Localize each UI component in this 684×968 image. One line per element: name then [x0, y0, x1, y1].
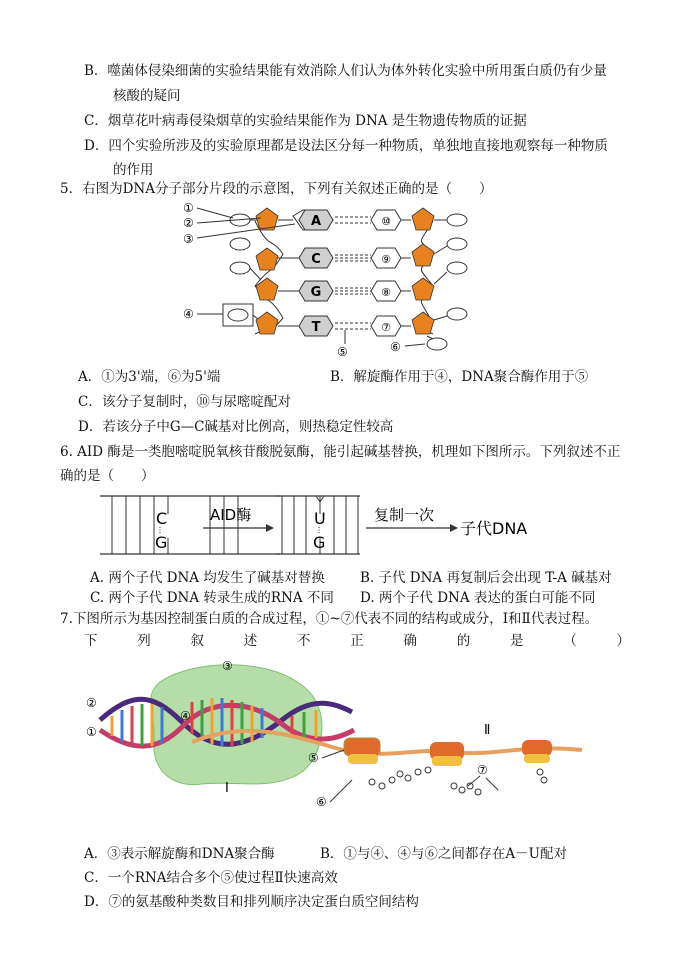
process-i-label: Ⅰ [225, 781, 229, 796]
dna-row-1 [230, 208, 467, 230]
q5-option-b: B．解旋酶作用于④，DNA聚合酶作用于⑤ [330, 369, 589, 385]
q4-option-d-line2: 的作用 [113, 162, 154, 178]
dna-row-2 [230, 238, 467, 270]
process-ii-label: Ⅱ [484, 723, 491, 738]
replicate-once-label: 复制一次 [374, 506, 435, 524]
aid-base-g2: G [313, 533, 326, 552]
q5-option-a: A．①为3'端，⑥为5'端 [78, 369, 221, 385]
q6-option-b: B. 子代 DNA 再复制后会出现 T-A 碱基对 [360, 570, 612, 586]
ribosome-1 [344, 738, 431, 789]
fig-label-7: ⑦ [477, 763, 488, 777]
q6-option-c: C. 两个子代 DNA 转录生成的RNA 不同 [90, 590, 334, 606]
label-2: ② [183, 216, 194, 230]
stem-char: 述 [243, 633, 258, 649]
aid-base-u: U [314, 509, 326, 528]
base-c: C [311, 252, 321, 267]
q5-dna-figure [175, 196, 475, 361]
fig-label-3: ③ [222, 659, 233, 673]
label-4: ④ [183, 307, 194, 321]
stem-char: 列 [137, 633, 151, 649]
aid-enzyme-label: AID酶 [210, 506, 252, 524]
q7-stem-line2 [84, 632, 630, 650]
label-8: ⑧ [381, 286, 391, 299]
q7-option-d: D．⑦的氨基酸种类数目和排列顺序决定蛋白质空间结构 [84, 894, 419, 910]
label-7: ⑦ [381, 321, 391, 334]
q7-stem-line1: 7.下图所示为基因控制蛋白质的合成过程，①~⑦代表不同的结构或成分，Ⅰ和Ⅱ代表过程。 [60, 611, 599, 627]
q5-stem: 5．右图为DNA分子部分片段的示意图，下列有关叙述正确的是（ ） [60, 181, 493, 197]
stem-char: 确 [403, 633, 417, 649]
q6-option-d: D. 两个子代 DNA 表达的蛋白可能不同 [360, 590, 596, 606]
q7-option-c: C．一个RNA结合多个⑤使过程Ⅱ快速高效 [84, 870, 338, 886]
stem-char: 的 [456, 633, 471, 649]
ribosome-2 [430, 742, 481, 795]
fig-label-6: ⑥ [316, 795, 327, 809]
label-6: ⑥ [390, 340, 401, 354]
fig-label-4: ④ [180, 709, 191, 723]
aid-base-c: C [156, 509, 168, 528]
aid-base-g1: G [155, 533, 168, 552]
base-a: A [310, 214, 322, 229]
q4-option-c: C．烟草花叶病毒侵染烟草的实验结果能作为 DNA 是生物遗传物质的证据 [84, 113, 527, 129]
dna-ladder-before [100, 496, 280, 554]
label-9: ⑨ [381, 253, 391, 266]
dna-ladder-after [276, 496, 360, 554]
stem-char: 不 [297, 633, 311, 649]
fig-label-1: ① [86, 725, 97, 739]
stem-char: 下 [84, 633, 98, 649]
stem-char: 是 [510, 633, 524, 649]
q6-stem-line1: 6. AID 酶是一类胞嘧啶脱氧核苷酸脱氨酶，能引起碱基替换，机理如下图所示。下列叙述不正 [60, 444, 621, 460]
label-10: ⑩ [381, 215, 391, 228]
stem-char: ） [616, 633, 630, 649]
label-3: ③ [183, 232, 194, 246]
ribosome-3 [522, 740, 552, 783]
base-t: T [311, 320, 321, 335]
q6-stem-line2: 确的是（ ） [60, 468, 155, 484]
q7-option-b: B．①与④、④与⑥之间都存在A－U配对 [320, 846, 568, 862]
stem-char: （ [563, 633, 577, 649]
label-5: ⑤ [337, 345, 348, 359]
q4-option-b-line2: 核酸的疑问 [113, 88, 181, 104]
daughter-dna-label: 子代DNA [460, 519, 528, 538]
q6-option-a: A. 两个子代 DNA 均发生了碱基对替换 [90, 570, 325, 586]
q5-option-c: C．该分子复制时，⑩与尿嘧啶配对 [78, 394, 291, 410]
q4-option-b-line1: B．噬菌体侵染细菌的实验结果能有效消除人们认为体外转化实验中所用蛋白质仍有少量 [84, 63, 607, 79]
label-1: ① [183, 201, 194, 215]
q7-gene-expression-figure [82, 652, 602, 817]
q5-option-d: D．若该分子中G—C碱基对比例高，则热稳定性较高 [78, 419, 394, 435]
fig-label-5: ⑤ [308, 751, 319, 765]
q6-aid-figure [98, 490, 548, 560]
q4-option-d-line1: D．四个实验所涉及的实验原理都是设法区分每一种物质，单独地直接地观察每一种物质 [84, 138, 608, 154]
stem-char: 正 [350, 633, 364, 649]
rna-polymerase-blob [151, 665, 322, 785]
base-g: G [310, 285, 322, 300]
fig-label-2: ② [86, 696, 97, 710]
stem-char: 叙 [190, 633, 204, 649]
q7-option-a: A．③表示解旋酶和DNA聚合酶 [84, 846, 275, 862]
